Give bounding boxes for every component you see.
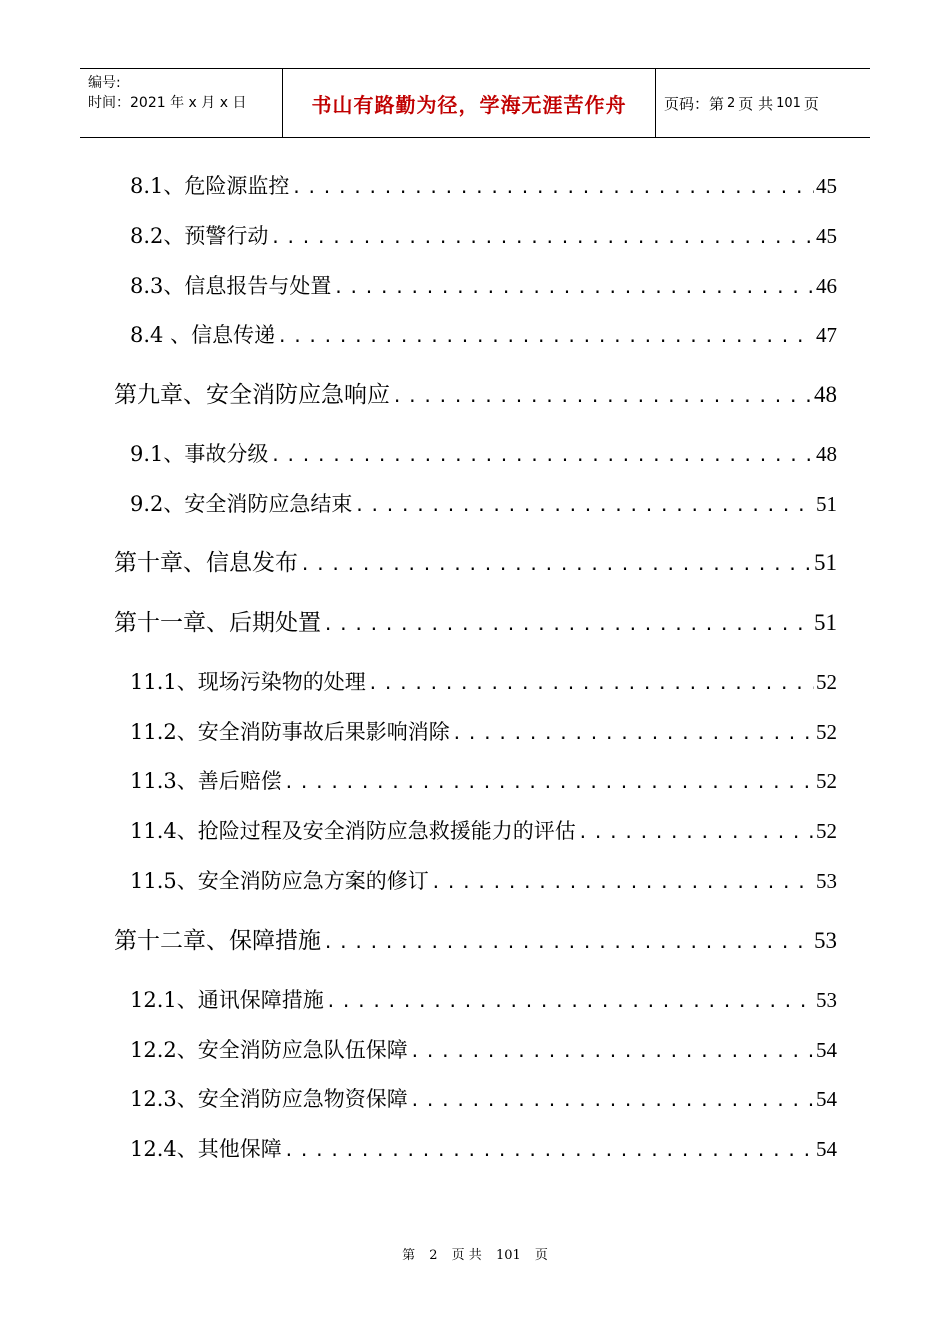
header-page-suffix: 页 <box>803 94 819 113</box>
header-page-total: 101 <box>776 95 801 111</box>
page-footer <box>0 1244 950 1263</box>
toc-entry-page: 54 <box>816 1087 837 1111</box>
toc-entry[interactable] <box>130 271 837 301</box>
toc-entry-page: 45 <box>816 174 837 198</box>
toc-entry-page: 52 <box>816 720 837 744</box>
toc-leader-dots <box>270 441 814 471</box>
toc-entry-page: 54 <box>816 1137 837 1161</box>
toc-entry-label: 8.3、信息报告与处置 <box>130 274 332 298</box>
toc-entry-label: 9.2、安全消防应急结束 <box>130 492 353 516</box>
toc-entry-page: 52 <box>816 670 837 694</box>
toc-entry-label: 9.1、事故分级 <box>130 442 269 466</box>
toc-entry-page: 52 <box>816 769 837 793</box>
footer-suffix: 页 <box>534 1248 548 1263</box>
toc-entry[interactable] <box>130 866 837 896</box>
toc-leader-dots <box>323 610 812 640</box>
toc-entry-page: 53 <box>816 869 837 893</box>
toc-entry-page: 47 <box>816 323 837 347</box>
toc-entry-label: 12.1、通讯保障措施 <box>130 988 324 1012</box>
toc-entry-label: 12.2、安全消防应急队伍保障 <box>130 1038 408 1062</box>
toc-entry-page: 45 <box>816 224 837 248</box>
toc-entry[interactable] <box>130 667 837 697</box>
header-page-mid: 页 共 <box>738 94 774 113</box>
toc-leader-dots <box>291 173 814 203</box>
toc-chapter-page: 53 <box>814 928 837 953</box>
toc-entry-page: 54 <box>816 1038 837 1062</box>
toc-leader-dots <box>452 719 814 749</box>
toc-entry-label: 8.2、预警行动 <box>130 224 269 248</box>
toc-entry-label: 12.3、安全消防应急物资保障 <box>130 1087 408 1111</box>
toc-entry-page: 52 <box>816 819 837 843</box>
toc-entry-page: 53 <box>816 988 837 1012</box>
toc-leader-dots <box>578 818 814 848</box>
toc-entry-label: 12.4、其他保障 <box>130 1137 282 1161</box>
toc-entry[interactable] <box>130 489 837 519</box>
toc-leader-dots <box>284 768 814 798</box>
toc-entry-page: 51 <box>816 492 837 516</box>
toc-leader-dots <box>323 928 812 958</box>
toc-chapter[interactable] <box>114 608 837 638</box>
toc-chapter-page: 51 <box>814 550 837 575</box>
toc-chapter[interactable] <box>114 548 837 578</box>
toc-chapter-page: 51 <box>814 610 837 635</box>
toc-chapter-label: 第九章、安全消防应急响应 <box>114 382 390 408</box>
toc-entry[interactable] <box>130 221 837 251</box>
footer-prefix: 第 <box>402 1248 416 1263</box>
header-page-info <box>664 69 819 137</box>
toc-chapter-page: 48 <box>814 382 837 407</box>
document-number-label: 编号: <box>88 75 121 91</box>
toc-entry-page: 46 <box>816 274 837 298</box>
toc-entry[interactable] <box>130 985 837 1015</box>
toc-leader-dots <box>326 987 814 1017</box>
toc-entry-label: 11.2、安全消防事故后果影响消除 <box>130 720 450 744</box>
toc-chapter-label: 第十一章、后期处置 <box>114 610 321 636</box>
toc-entry[interactable] <box>130 1134 837 1164</box>
toc-entry-label: 11.1、现场污染物的处理 <box>130 670 366 694</box>
toc-chapter-label: 第十二章、保障措施 <box>114 928 321 954</box>
toc-entry[interactable] <box>130 1035 837 1065</box>
toc-entry[interactable] <box>130 320 837 350</box>
toc-leader-dots <box>410 1037 814 1067</box>
toc-entry-page: 48 <box>816 442 837 466</box>
toc-leader-dots <box>284 1136 814 1166</box>
footer-mid: 页 共 <box>451 1248 482 1263</box>
toc-chapter-label: 第十章、信息发布 <box>114 550 298 576</box>
toc-entry-label: 11.3、善后赔偿 <box>130 769 282 793</box>
header-page-prefix: 页码：第 <box>664 94 725 113</box>
toc-leader-dots <box>354 491 814 521</box>
document-date: 时间：2021 年 x 月 x 日 <box>88 95 247 111</box>
toc-entry-label: 11.5、安全消防应急方案的修订 <box>130 869 429 893</box>
toc-leader-dots <box>431 868 814 898</box>
toc-entry-label: 11.4、抢险过程及安全消防应急救援能力的评估 <box>130 819 576 843</box>
toc-leader-dots <box>300 550 812 580</box>
toc-entry[interactable] <box>130 171 837 201</box>
footer-page-current: 2 <box>429 1248 438 1263</box>
toc-chapter[interactable] <box>114 926 837 956</box>
toc-entry[interactable] <box>130 766 837 796</box>
toc-entry[interactable] <box>130 439 837 469</box>
toc-entry[interactable] <box>130 1084 837 1114</box>
toc-entry-label: 8.1、危险源监控 <box>130 174 290 198</box>
toc-leader-dots <box>368 669 814 699</box>
toc-leader-dots <box>277 322 814 352</box>
footer-page-total: 101 <box>495 1248 521 1263</box>
toc-entry-label: 8.4 、信息传递 <box>130 323 276 347</box>
toc-leader-dots <box>270 223 814 253</box>
toc-entry[interactable] <box>130 816 837 846</box>
toc-entry[interactable] <box>130 717 837 747</box>
page-header <box>80 68 870 138</box>
header-motto: 书山有路勤为径，学海无涯苦作舟 <box>282 69 656 137</box>
toc-chapter[interactable] <box>114 380 837 410</box>
toc-leader-dots <box>392 382 812 412</box>
toc-leader-dots <box>410 1086 814 1116</box>
toc-leader-dots <box>333 273 814 303</box>
header-page-current: 2 <box>727 95 736 111</box>
header-meta <box>88 73 246 113</box>
